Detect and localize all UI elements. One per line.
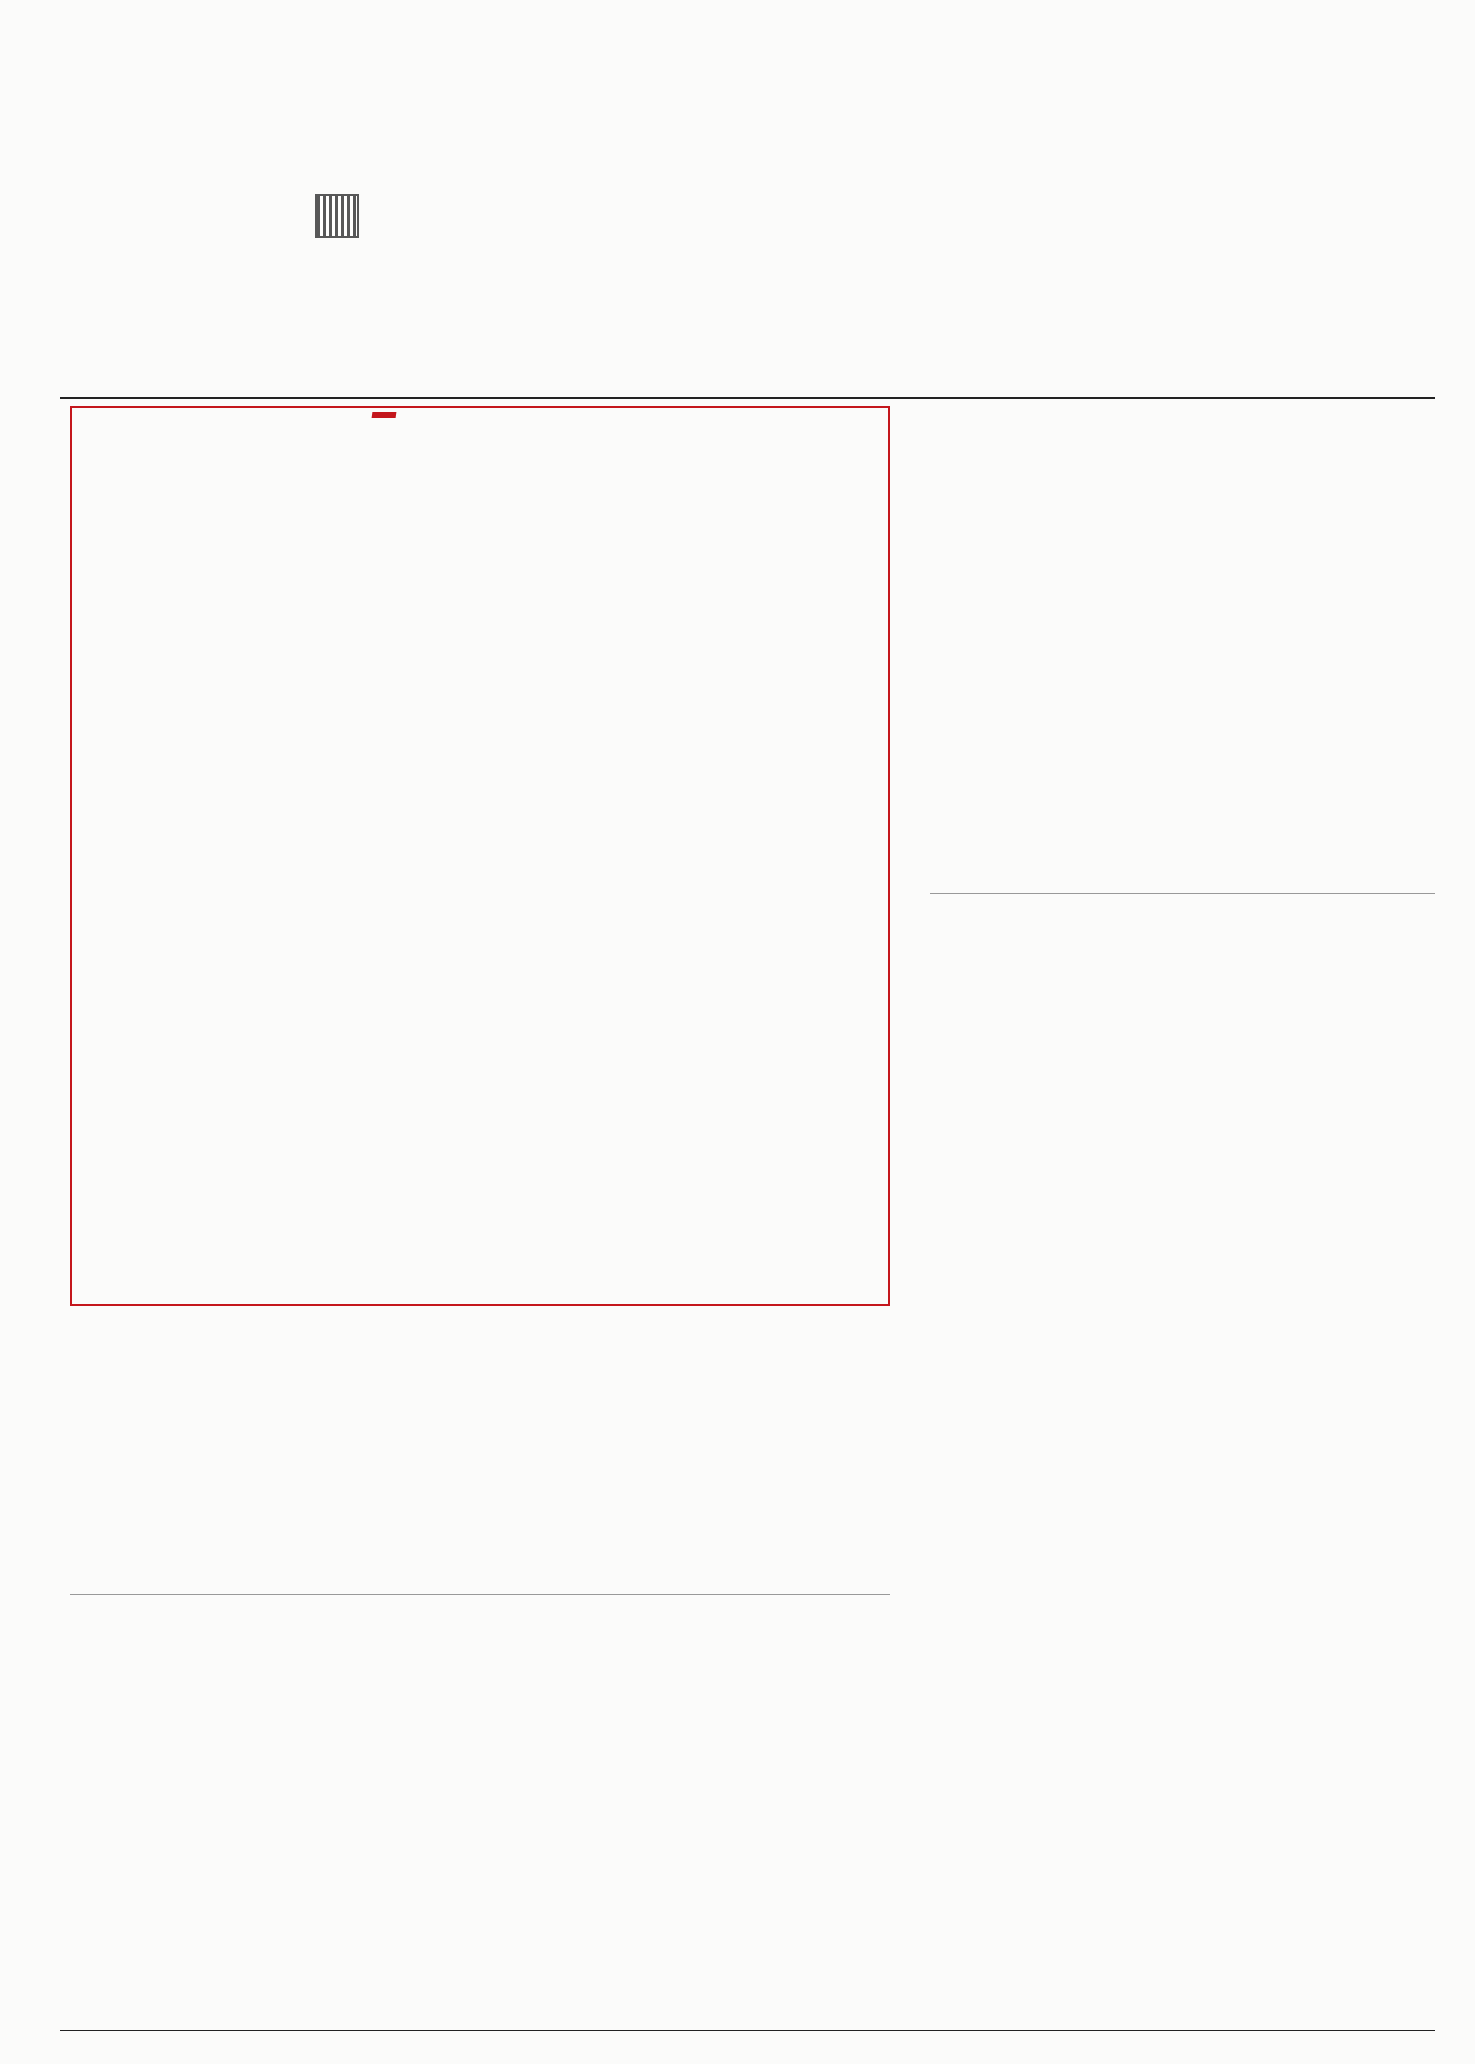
tech-body — [84, 568, 874, 803]
silk-col1 — [70, 1652, 251, 1932]
qr-code-icon — [315, 194, 359, 238]
top-story-col3 — [1097, 158, 1259, 363]
beidou-col3 — [486, 912, 673, 1294]
sponge-col2 — [1190, 1040, 1436, 1600]
beidou-body — [84, 912, 874, 1294]
silk-body — [70, 1652, 445, 1932]
tech-col4 — [687, 568, 874, 803]
issue-date — [368, 196, 380, 229]
zone-banner-tag — [372, 412, 397, 418]
sponge-col1 — [930, 1040, 1176, 1600]
tech-col3 — [486, 568, 673, 803]
xianggan-body — [70, 1398, 890, 1586]
sponge-body — [930, 1040, 1435, 1600]
tech-col1 — [84, 568, 271, 803]
xianggan-col1 — [70, 1398, 265, 1586]
top-story-col1 — [745, 158, 907, 363]
sanitation-body — [930, 548, 1435, 883]
masthead-rule — [60, 397, 1435, 399]
xianggan-rule — [70, 1594, 890, 1595]
sanitation-col2 — [1190, 548, 1436, 883]
issue-info — [368, 226, 389, 239]
xianggan-col4 — [696, 1398, 891, 1586]
beidou-col1 — [84, 912, 271, 1294]
silk-col2 — [265, 1652, 446, 1932]
top-story-body — [745, 158, 1435, 363]
tech-col2 — [285, 568, 472, 803]
beidou-col2 — [285, 912, 472, 1294]
sponsor-line — [260, 244, 269, 257]
sanitation-rule — [930, 893, 1435, 894]
xianggan-col3 — [487, 1398, 682, 1586]
beidou-col4 — [687, 912, 874, 1294]
xianggan-col2 — [279, 1398, 474, 1586]
footer-rule — [60, 2030, 1435, 2031]
sanitation-col1 — [930, 548, 1176, 883]
top-story-col4 — [1273, 158, 1435, 363]
masthead — [60, 20, 800, 250]
top-story-col2 — [921, 158, 1083, 363]
